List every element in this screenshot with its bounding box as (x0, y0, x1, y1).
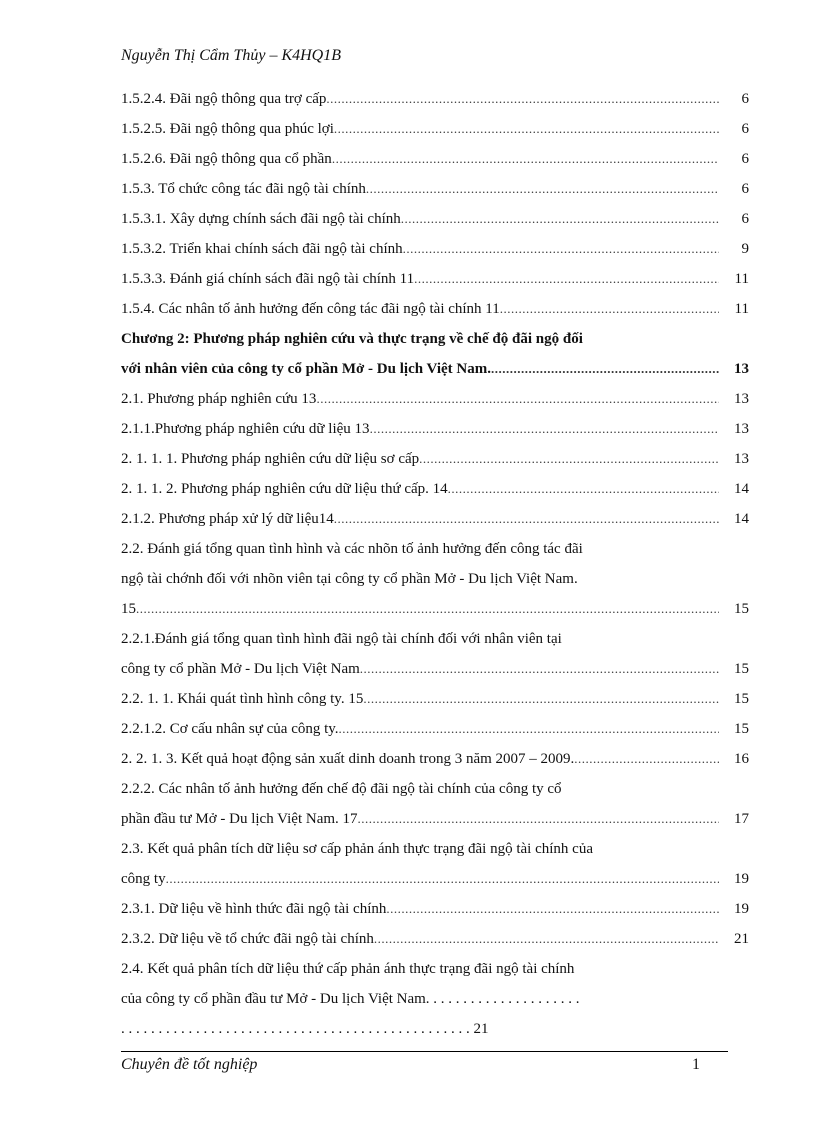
dot-leader (334, 114, 719, 144)
toc-page-number: 16 (734, 751, 749, 767)
dot-leader (358, 804, 719, 834)
toc-entry-title: 2.2.1.2. Cơ cấu nhân sự của công ty. (121, 721, 339, 737)
dot-leader (374, 924, 719, 954)
toc-entry[interactable] (121, 744, 749, 774)
toc-page-number: 6 (741, 151, 749, 167)
toc-page-number: 11 (734, 301, 749, 317)
toc-entry-title: 1.5.3.1. Xây dựng chính sách đãi ngộ tài chính (121, 211, 401, 227)
toc-entry-title: công ty cổ phần Mở - Du lịch Việt Nam (121, 661, 360, 677)
toc-entry[interactable] (121, 774, 749, 834)
dot-leader (419, 444, 719, 474)
dot-leader (166, 864, 719, 894)
toc-page-number: 6 (741, 121, 749, 137)
toc-page-number: 19 (734, 871, 749, 887)
toc-entry[interactable] (121, 894, 749, 924)
toc-entry[interactable] (121, 534, 749, 624)
toc-page-number: 15 (734, 661, 749, 677)
running-header: Nguyễn Thị Cẩm Thủy – K4HQ1B (121, 47, 341, 64)
toc-entry-title: Chương 2: Phương pháp nghiên cứu và thực trạng về chế độ đãi ngộ đối (121, 331, 583, 347)
toc-entry-title: 2.4. Kết quả phân tích dữ liệu thứ cấp phản ánh thực trạng đãi ngộ tài chính (121, 961, 575, 977)
toc-entry-title: 1.5.3. Tổ chức công tác đãi ngộ tài chính (121, 181, 366, 197)
toc-entry[interactable] (121, 624, 749, 684)
toc-entry-title: 15 (121, 601, 136, 617)
toc-entry-title: 2.2. Đánh giá tổng quan tình hình và các nhõn tố ảnh hưởng đến công tác đãi (121, 541, 583, 557)
dot-leader (448, 474, 719, 504)
toc-entry-title: với nhân viên của công ty cổ phần Mở - Du lịch Việt Nam. (121, 361, 491, 377)
toc-page-number: 14 (734, 511, 749, 527)
dot-leader (316, 384, 719, 414)
toc-entry[interactable] (121, 294, 749, 324)
toc-entry-title: phần đầu tư Mở - Du lịch Việt Nam. 17 (121, 811, 358, 827)
toc-page-number: 6 (741, 181, 749, 197)
toc-entry-title: 2.3.2. Dữ liệu về tổ chức đãi ngộ tài chính (121, 931, 374, 947)
toc-page-number: 9 (741, 241, 749, 257)
toc-entry[interactable] (121, 504, 749, 534)
toc-entry-title: 2. 1. 1. 1. Phương pháp nghiên cứu dữ liệu sơ cấp (121, 451, 420, 467)
toc-page-number: 14 (734, 481, 749, 497)
toc-entry-title: 2. 1. 1. 2. Phương pháp nghiên cứu dữ liệu thứ cấp. 14 (121, 481, 448, 497)
toc-entry-title: 2. 2. 1. 3. Kết quả hoạt động sản xuất dinh doanh trong 3 năm 2007 – 2009. (121, 751, 575, 767)
toc-entry-title: của công ty cổ phần đầu tư Mở - Du lịch Việt Nam. . . . . . . . . . . . . . . . . . . . . (121, 991, 580, 1007)
toc-page-number: 11 (734, 271, 749, 287)
dot-leader (500, 294, 719, 324)
dot-leader (403, 234, 719, 264)
toc-entry[interactable] (121, 714, 749, 744)
toc-page-number: 13 (734, 361, 749, 377)
toc-page-number: 6 (741, 211, 749, 227)
toc-entry[interactable] (121, 474, 749, 504)
toc-entry[interactable] (121, 234, 749, 264)
dot-leader (401, 204, 719, 234)
toc-entry-title: 2.2. 1. 1. Khái quát tình hình công ty. 15 (121, 691, 364, 707)
toc-entry-title: 1.5.2.5. Đãi ngộ thông qua phúc lợi (121, 121, 334, 137)
toc-page-number: 21 (734, 931, 749, 947)
dot-leader (136, 594, 719, 624)
toc-entry-title: 1.5.2.6. Đãi ngộ thông qua cổ phần (121, 151, 332, 167)
dot-leader (366, 174, 719, 204)
toc-entry-title: 1.5.3.2. Triển khai chính sách đãi ngộ tài chính (121, 241, 403, 257)
dot-leader (326, 84, 719, 114)
dot-leader (339, 714, 719, 744)
toc-entry[interactable] (121, 204, 749, 234)
toc-entry[interactable] (121, 834, 749, 894)
toc-entry[interactable] (121, 684, 749, 714)
toc-entry[interactable] (121, 114, 749, 144)
footer-divider (121, 1051, 728, 1052)
toc-entry[interactable] (121, 384, 749, 414)
toc-page-number: 13 (734, 391, 749, 407)
toc-entry-title: công ty (121, 871, 166, 887)
toc-entry-title: 2.3. Kết quả phân tích dữ liệu sơ cấp phản ánh thực trạng đãi ngộ tài chính của (121, 841, 593, 857)
toc-entry-title: 2.2.2. Các nhân tố ảnh hưởng đến chế độ đãi ngộ tài chính của công ty cổ (121, 781, 562, 797)
toc-entry-title: 1.5.3.3. Đánh giá chính sách đãi ngộ tài chính 11 (121, 271, 415, 287)
toc-entry-title: 1.5.4. Các nhân tố ảnh hưởng đến công tác đãi ngộ tài chính 11 (121, 301, 500, 317)
toc-entry-title: 2.2.1.Đánh giá tổng quan tình hình đãi ngộ tài chính đối với nhân viên tại (121, 631, 562, 647)
page-number: 1 (692, 1056, 700, 1073)
dot-leader (332, 144, 719, 174)
toc-entry-title: 1.5.2.4. Đãi ngộ thông qua trợ cấp (121, 91, 327, 107)
dot-leader (363, 684, 719, 714)
toc-entry[interactable] (121, 954, 749, 1044)
toc-entry-title: 2.1. Phương pháp nghiên cứu 13 (121, 391, 317, 407)
toc-entry-title: 2.1.1.Phương pháp nghiên cứu dữ liệu 13 (121, 421, 370, 437)
toc-page-number: 15 (734, 721, 749, 737)
toc-entry[interactable] (121, 84, 749, 114)
table-of-contents (121, 84, 749, 1044)
toc-entry[interactable] (121, 264, 749, 294)
running-footer: Chuyên đề tốt nghiệp (121, 1056, 258, 1073)
toc-entry[interactable] (121, 144, 749, 174)
toc-entry-title: 2.3.1. Dữ liệu về hình thức đãi ngộ tài chính (121, 901, 387, 917)
toc-entry[interactable] (121, 174, 749, 204)
toc-page-number: 15 (734, 601, 749, 617)
dot-leader (491, 354, 719, 384)
toc-entry-title: ngộ tài chớnh đối với nhõn viên tại công ty cổ phần Mở - Du lịch Việt Nam. (121, 571, 578, 587)
toc-entry-title: . . . . . . . . . . . . . . . . . . . . . . . . . . . . . . . . . . . . . . . . . . . . . . . 21 (121, 1021, 489, 1037)
toc-page-number: 13 (734, 451, 749, 467)
toc-entry[interactable] (121, 444, 749, 474)
toc-page-number: 6 (741, 91, 749, 107)
dot-leader (334, 504, 719, 534)
dot-leader (360, 654, 719, 684)
dot-leader (386, 894, 719, 924)
toc-page-number: 13 (734, 421, 749, 437)
dot-leader (574, 744, 719, 774)
toc-page-number: 15 (734, 691, 749, 707)
dot-leader (414, 264, 719, 294)
toc-page-number: 19 (734, 901, 749, 917)
toc-entry[interactable] (121, 324, 749, 384)
dot-leader (370, 414, 719, 444)
toc-entry[interactable] (121, 414, 749, 444)
toc-entry[interactable] (121, 924, 749, 954)
toc-entry-title: 2.1.2. Phương pháp xử lý dữ liệu14 (121, 511, 334, 527)
toc-page-number: 17 (734, 811, 749, 827)
